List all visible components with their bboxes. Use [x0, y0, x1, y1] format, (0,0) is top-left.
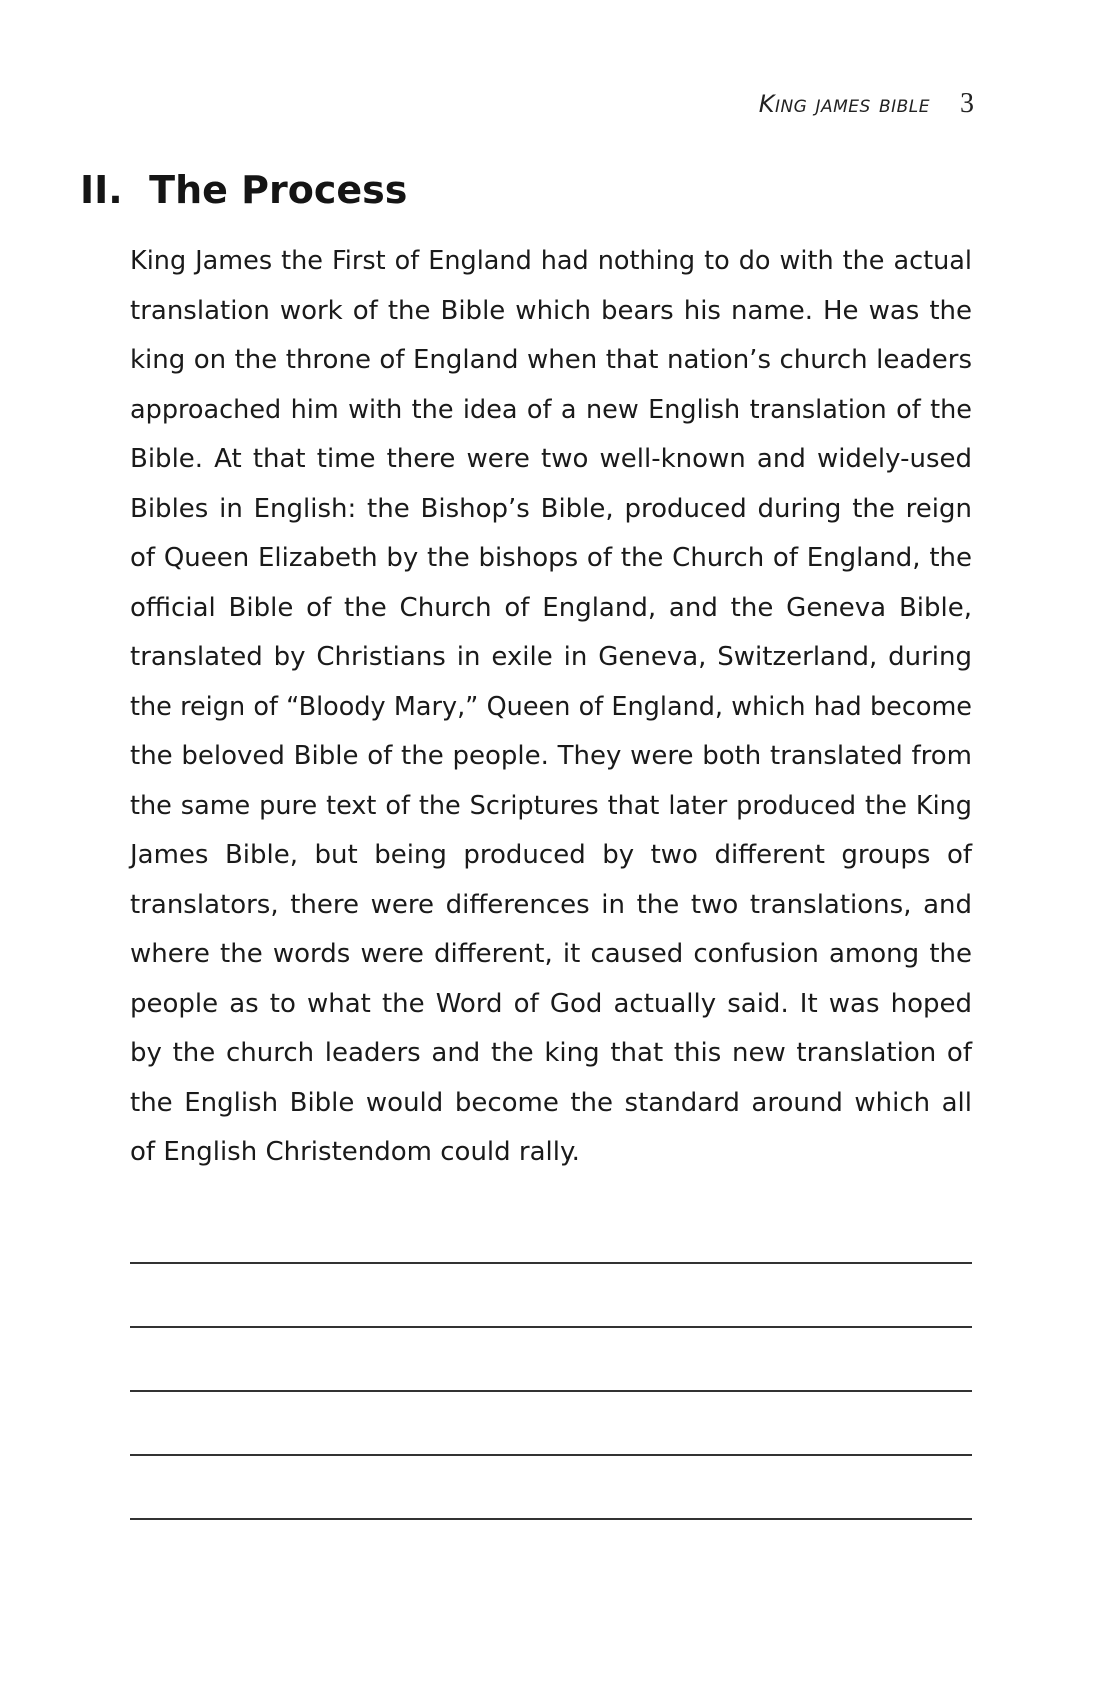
note-line [130, 1456, 972, 1520]
paragraph-line: Bibles in English: the Bishop’s Bible, produced during the reign [130, 493, 972, 524]
paragraph-line: official Bible of the Church of England, and the Geneva Bible, [130, 592, 972, 623]
note-line [130, 1264, 972, 1328]
note-line [130, 1392, 972, 1456]
paragraph-line: the beloved Bible of the people. They were both translated from [130, 741, 972, 771]
note-line [130, 1328, 972, 1392]
paragraph-line: approached him with the idea of a new English translation of the [130, 394, 972, 425]
paragraph-line: by the church leaders and the king that this new translation of [130, 1038, 972, 1068]
paragraph-line: the same pure text of the Scriptures that later produced the King [130, 790, 972, 821]
paragraph-line: translators, there were differences in the two translations, and [130, 889, 972, 920]
paragraph-line: the reign of “Bloody Mary,” Queen of England, which had become [130, 691, 972, 722]
paragraph-line: where the words were different, it caused confusion among the [130, 939, 972, 969]
running-head [759, 88, 974, 120]
paragraph-line: of Queen Elizabeth by the bishops of the Church of England, the [130, 543, 972, 573]
note-lines [130, 1240, 972, 1520]
section-body [130, 237, 972, 1178]
paragraph-line: James Bible, but being produced by two different groups of [130, 840, 972, 870]
paragraph-line: translated by Christians in exile in Geneva, Switzerland, during [130, 642, 972, 672]
note-line [130, 1240, 972, 1264]
section-heading: II. The Process [80, 168, 408, 212]
paragraph-line: Bible. At that time there were two well-known and widely-used [130, 444, 972, 474]
running-title: King james bible [758, 90, 930, 118]
paragraph-line: King James the First of England had nothing to do with the actual [130, 246, 972, 276]
paragraph-line: people as to what the Word of God actually said. It was hoped [130, 988, 972, 1019]
page-number: 3 [960, 88, 974, 119]
paragraph-line: king on the throne of England when that nation’s church leaders [130, 345, 972, 375]
paragraph-line: of English Christendom could rally. [130, 1137, 580, 1167]
paragraph-line: the English Bible would become the standard around which all [130, 1087, 972, 1118]
paragraph-line: translation work of the Bible which bears his name. He was the [130, 295, 972, 326]
